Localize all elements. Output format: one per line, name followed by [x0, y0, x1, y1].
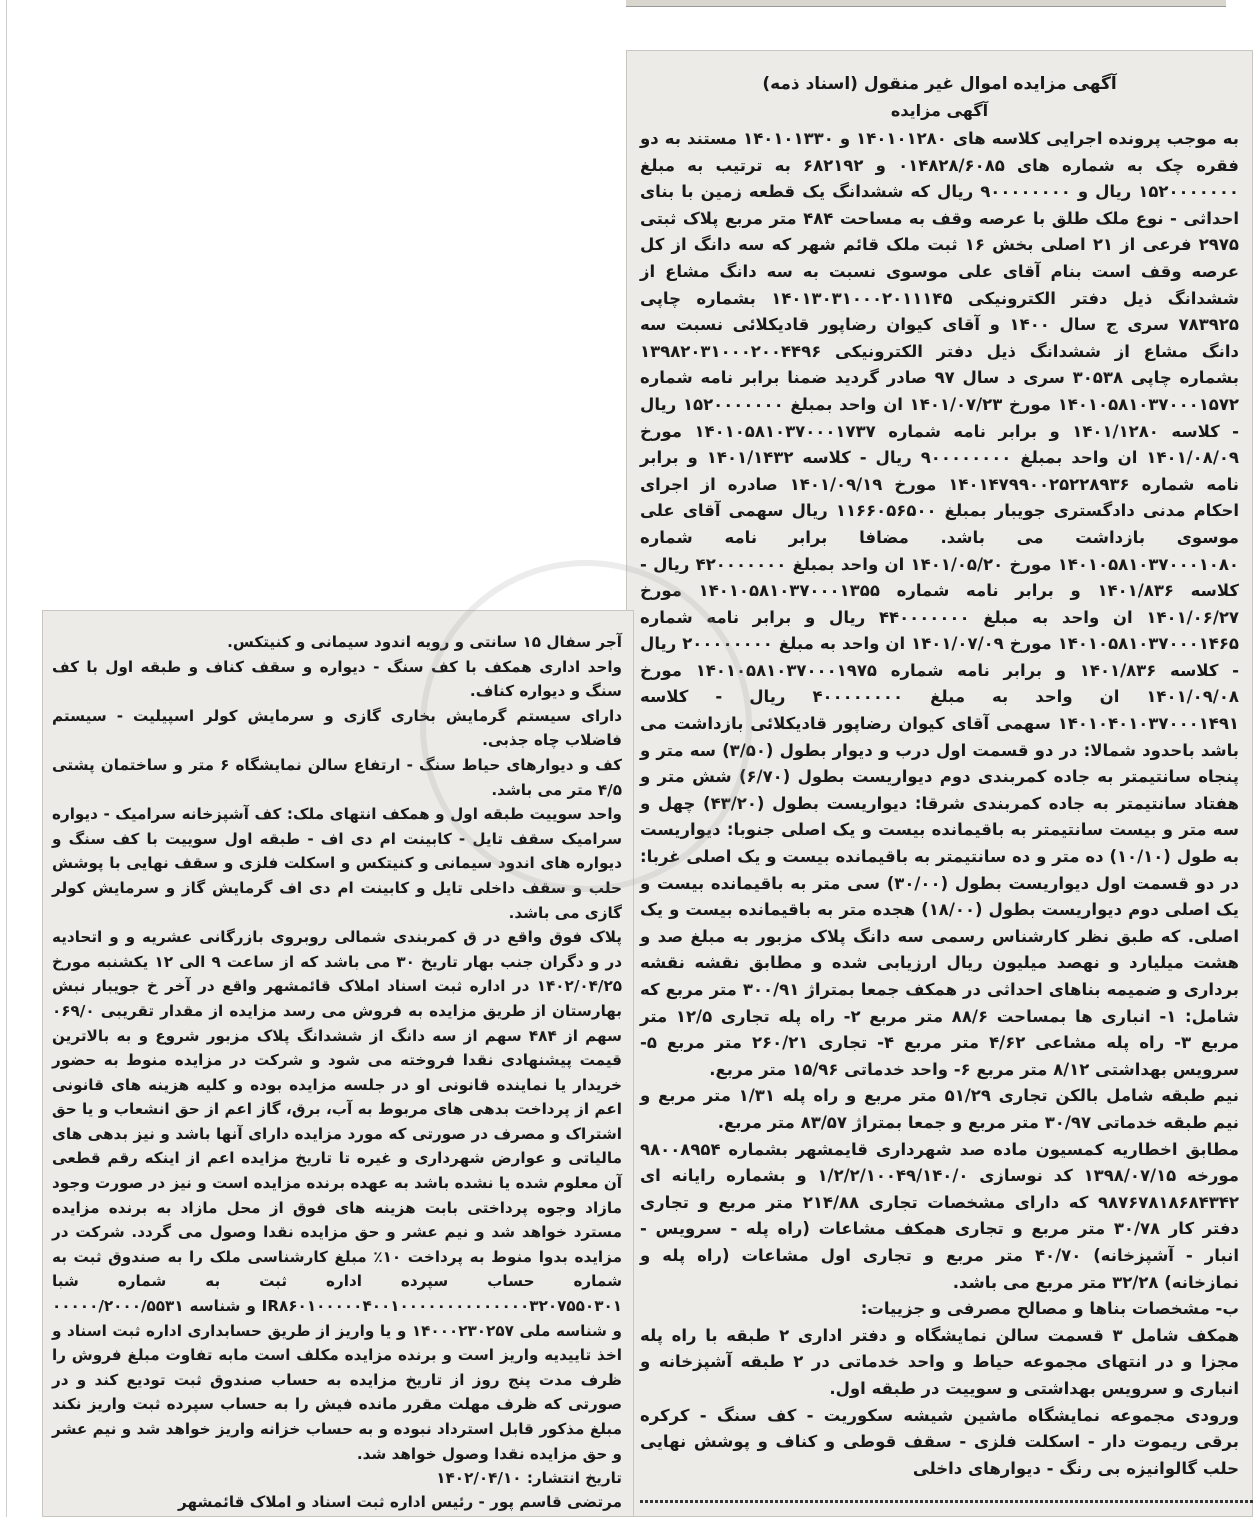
notice-clipping-left	[42, 610, 634, 1517]
notice-paragraph: همکف شامل ۳ قسمت سالن نمایشگاه و دفتر اداری ۲ طبقه با راه پله مجزا و در انتهای مجموعه حیاط و واحد خدماتی در ۲ طبقه آشپزخانه و انباری و سرویس بهداشتی و سوییت در طبقه اول.	[640, 1325, 1240, 1398]
notice-paragraph: پلاک فوق واقع در ق کمربندی شمالی روبروی بازرگانی عشریه و و اتحادیه در و دگران جنب بهار تاریخ ۳۰ می باشد که از ساعت ۹ الی ۱۲ یکشنبه مورخ ۱۴۰۲/۰۴/۲۵ در اداره ثبت اسناد املاک قائمشهر واقع در آخر خ جویبار نبش بهارستان از طریق مزایده به فروش می رسد مزایده از مقدار تقریبی ۰۶۹/۰ سهم از ۴۸۴ سهم از سه دانگ از ششدانگ پلاک مزبور شروع و به بالاترین قیمت پیشنهادی نقدا فروخته می شود و شرکت در مزایده منوط به حضور خریدار یا نماینده قانونی او در جلسه مزایده بوده و کلیه هزینه های قانونی اعم از پرداخت بدهی های مربوط به آب، برق، گاز اعم از حق انشعاب و یا حق اشتراک و مصرف در صورتی که مورد مزایده دارای آنها باشد و نیز بدهی های مالیاتی و عوارض شهرداری و غیره تا تاریخ مزایده اعم از اینکه رقم قطعی آن معلوم شده یا نشده باشد به عهده برنده مزایده است و نیز در صورت وجود مازاد وجوه پرداختی بابت هزینه های فوق از محل مازاد به برنده مزایده مسترد خواهد شد و نیم عشر و حق مزایده نقدا وصول می گردد. شرکت در مزایده بدوا منوط به پرداخت ۱۰٪ مبلغ کارشناسی ملک را به صندوق ثبت به شماره حساب سپرده اداره ثبت به شماره شبا IR۸۶۰۱۰۰۰۰۰۴۰۰۱۰۰۰۰۰۰۰۰۰۰۰۰۰۰۳۲۰۷۵۵۰۳۰۱ و شناسه ۰۰۰۰۰/۲۰۰۰/۵۵۳۱ و شناسه ملی ۱۴۰۰۰۲۳۰۲۵۷ و یا واریز از طریق حسابداری اداره ثبت اسناد و اخذ تاییدیه واریز است و برنده مزایده مکلف است مابه تفاوت مبلغ فروش را ظرف مدت پنج روز از تاریخ مزایده به حساب صندوق ثبت تودیع کند و در صورتی که ظرف مهلت مقرر مانده فیش را به حساب سپرده ثبت واریز نکند مبلغ مذکور قابل استرداد نبوده و به حساب خزانه واریز خواهد شد و نیم عشر و حق مزایده نقدا وصول خواهد شد.	[52, 928, 622, 1463]
notice-paragraph: ب- مشخصات بناها و مصالح مصرفی و جزییات:	[860, 1299, 1239, 1319]
bottom-dotted-rule	[640, 1500, 1253, 1503]
notice-paragraph: آجر سفال ۱۵ سانتی و رویه اندود سیمانی و کنیتکس.	[227, 633, 622, 651]
notice-paragraph: مطابق اخطاریه کمسیون ماده صد شهرداری قایمشهر بشماره ۹۸۰۰۸۹۵۴ مورخه ۱۳۹۸/۰۷/۱۵ کد نوسازی ۱/۲/۲/۱۰۰۴۹/۱۴۰/۰ و بشماره رایانه ای ۹۸۷۶۷۸۱۸۶۸۴۳۴۲ که دارای مشخصات تجاری ۲۱۴/۸۸ متر مربع و تجاری دفتر کار ۳۰/۷۸ متر مربع و تجاری همکف مشاعات (راه پله - سرویس - انبار - آشپزخانه) ۴۰/۷۰ متر مربع و تجاری اول مشاعات (راه پله و نمازخانه) ۳۲/۲۸ متر مربع می باشد.	[640, 1139, 1239, 1292]
publish-date: تاریخ انتشار: ۱۴۰۲/۰۴/۱۰	[436, 1469, 622, 1488]
notice-paragraph: به موجب پرونده اجرایی کلاسه های ۱۴۰۱۰۱۲۸۰ و ۱۴۰۱۰۱۳۳۰ مستند به دو فقره چک به شماره های ۰۱۴۸۲۸/۶۰۸۵ و ۶۸۲۱۹۲ به ترتیب به مبلغ ۱۵۲۰۰۰۰۰۰۰ ریال و ۹۰۰۰۰۰۰۰۰ ریال که ششدانگ یک قطعه زمین با بنای احداثی - نوع ملک طلق با عرصه وقف به مساحت ۴۸۴ متر مربع پلاک ثبتی ۲۹۷۵ فرعی از ۲۱ اصلی بخش ۱۶ ثبت ملک قائم شهر که سه دانگ از کل عرصه وقف است بنام آقای علی موسوی نسبت به سه دانگ مشاع از ششدانگ ذیل دفتر الکترونیکی ۱۴۰۱۳۰۳۱۰۰۰۲۰۱۱۱۴۵ بشماره چاپی ۷۸۳۹۲۵ سری ج سال ۱۴۰۰ و آقای کیوان رضاپور قادیکلائی نسبت سه دانگ مشاع از ششدانگ ذیل دفتر الکترونیکی ۱۳۹۸۲۰۳۱۰۰۰۲۰۰۴۴۹۶ بشماره چاپی ۳۰۵۳۸ سری د سال ۹۷ صادر گردید ضمنا برابر نامه شماره ۱۴۰۱۰۵۸۱۰۳۷۰۰۰۱۵۷۲ مورخ ۱۴۰۱/۰۷/۲۳ ان واحد بمبلغ ۱۵۲۰۰۰۰۰۰۰ ریال - کلاسه ۱۴۰۱/۱۲۸۰ و برابر نامه شماره ۱۴۰۱۰۵۸۱۰۳۷۰۰۰۱۷۳۷ مورخ ۱۴۰۱/۰۸/۰۹ ان واحد بمبلغ ۹۰۰۰۰۰۰۰۰ ریال - کلاسه ۱۴۰۱/۱۴۳۲ و برابر نامه شماره ۱۴۰۱۴۷۹۹۰۰۲۵۲۲۸۹۳۶ مورخ ۱۴۰۱/۰۹/۱۹ صادره از اجرای احکام مدنی دادگستری جویبار بمبلغ ۱۱۶۶۰۵۶۵۰۰ ریال سهمی آقای علی موسوی بازداشت می باشد. مضافا برابر نامه شماره ۱۴۰۱۰۵۸۱۰۳۷۰۰۰۱۰۸۰ مورخ ۱۴۰۱/۰۵/۲۰ ان واحد بمبلغ ۴۲۰۰۰۰۰۰۰ ریال - کلاسه ۱۴۰۱/۸۳۶ و برابر نامه شماره ۱۴۰۱۰۵۸۱۰۳۷۰۰۰۱۳۵۵ مورخ ۱۴۰۱/۰۶/۲۷ ان واحد به مبلغ ۴۴۰۰۰۰۰۰۰ ریال و برابر نامه شماره ۱۴۰۱۰۵۸۱۰۳۷۰۰۰۱۴۶۵ مورخ ۱۴۰۱/۰۷/۰۹ ان واحد به مبلغ ۲۰۰۰۰۰۰۰۰ ریال - کلاسه ۱۴۰۱/۸۳۶ و برابر نامه شماره ۱۴۰۱۰۵۸۱۰۳۷۰۰۰۱۹۷۵ مورخ ۱۴۰۱/۰۹/۰۸ ان واحد به مبلغ ۴۰۰۰۰۰۰۰۰ ریال - کلاسه ۱۴۰۱۰۴۰۱۰۳۷۰۰۰۱۴۹۱ سهمی آقای کیوان رضاپور قادیکلائی بازداشت می باشد باحدود شمالا: در دو قسمت اول درب و دیوار بطول (۳/۵۰) سه متر و پنجاه سانتیمتر به جاده کمربندی دوم دیواریست بطول (۶/۷۰) شش متر و هفتاد سانتیمتر به جاده کمربندی شرقا: دیواریست بطول (۴۳/۲۰) چهل و سه متر و بیست سانتیمتر به باقیمانده بیست و یک اصلی جنوبا: دیواریست به طول (۱۰/۱۰) ده متر و ده سانتیمتر به باقیمانده بیست و یک اصلی غربا: در دو قسمت اول دیواریست بطول (۳۰/۰۰) سی متر به باقیمانده بیست و یک اصلی دوم دیواریست بطول (۱۸/۰۰) هجده متر به باقیمانده بیست و یک اصلی. که طبق نظر کارشناس رسمی سه دانگ پلاک مزبور به مبلغ صد و هشت میلیارد و نهصد میلیون ریال ارزیابی شده و مطابق نقشه نقشه برداری و ضمیمه بناهای احداثی در همکف جمعا بمتراژ ۳۰۰/۹۱ متر مربع که شامل: ۱- انباری ها بمساحت ۸۸/۶ متر مربع ۲- راه پله تجاری ۱۲/۵ متر مربع ۳- راه پله مشاعی ۴/۶۲ متر مربع ۴- تجاری ۲۶۰/۲۱ متر مربع ۵- سرویس بهداشتی ۸/۱۲ متر مربع ۶- واحد خدماتی ۱۵/۹۶ متر مربع.	[640, 129, 1240, 1079]
notice-paragraph: ورودی مجموعه نمایشگاه ماشین شیشه سکوریت - کف سنگ - کرکره برقی ریموت دار - اسکلت فلزی - سقف قوطی و کناف و پوشش نهایی حلب گالوانیزه بی رنگ - دیوارهای داخلی	[640, 1405, 1239, 1478]
notice-subtitle: آگهی مزایده	[890, 101, 989, 120]
notice-title: آگهی مزایده اموال غیر منقول (اسناد ذمه)	[762, 74, 1117, 94]
page-margin-rule	[6, 0, 7, 1517]
notice-paragraph: دارای سیستم گرمایش بخاری گازی و سرمایش کولر اسپیلیت - سیستم فاضلاب چاه جذبی.	[52, 706, 622, 750]
signature-line: مرتضی قاسم پور - رئیس اداره ثبت اسناد و املاک قائمشهر	[178, 1493, 622, 1512]
notice-paragraph: نیم طبقه شامل بالکن تجاری ۵۱/۲۹ متر مربع و راه پله ۱/۳۱ متر مربع و نیم طبقه خدماتی ۳۰/۹۷ متر مربع و جمعا بمتراژ ۸۳/۵۷ متر مربع.	[640, 1086, 1239, 1132]
adjacent-clipping-edge	[626, 0, 1226, 7]
notice-clipping-right	[626, 50, 1253, 1517]
notice-paragraph: واحد سوییت طبقه اول و همکف انتهای ملک: کف آشپزخانه سرامیک - دیواره سرامیک سقف تایل - کابینت ام دی اف - طبقه اول سوییت با کف سنگ و دیواره های اندود سیمانی و کنیتکس و اسکلت فلزی و سقف نهایی با پوشش حلب و سقف داخلی تایل و کابینت ام دی اف گرمایش گاز و سرمایش کولر گازی می باشد.	[52, 805, 622, 922]
notice-paragraph: واحد اداری همکف با کف سنگ - دیواره و سقف کناف و طبقه اول با کف سنگ و دیواره کناف.	[52, 657, 622, 701]
notice-paragraph: کف و دیوارهای حیاط سنگ - ارتفاع سالن نمایشگاه ۶ متر و ساختمان پشتی ۴/۵ متر می باشد.	[52, 755, 622, 799]
